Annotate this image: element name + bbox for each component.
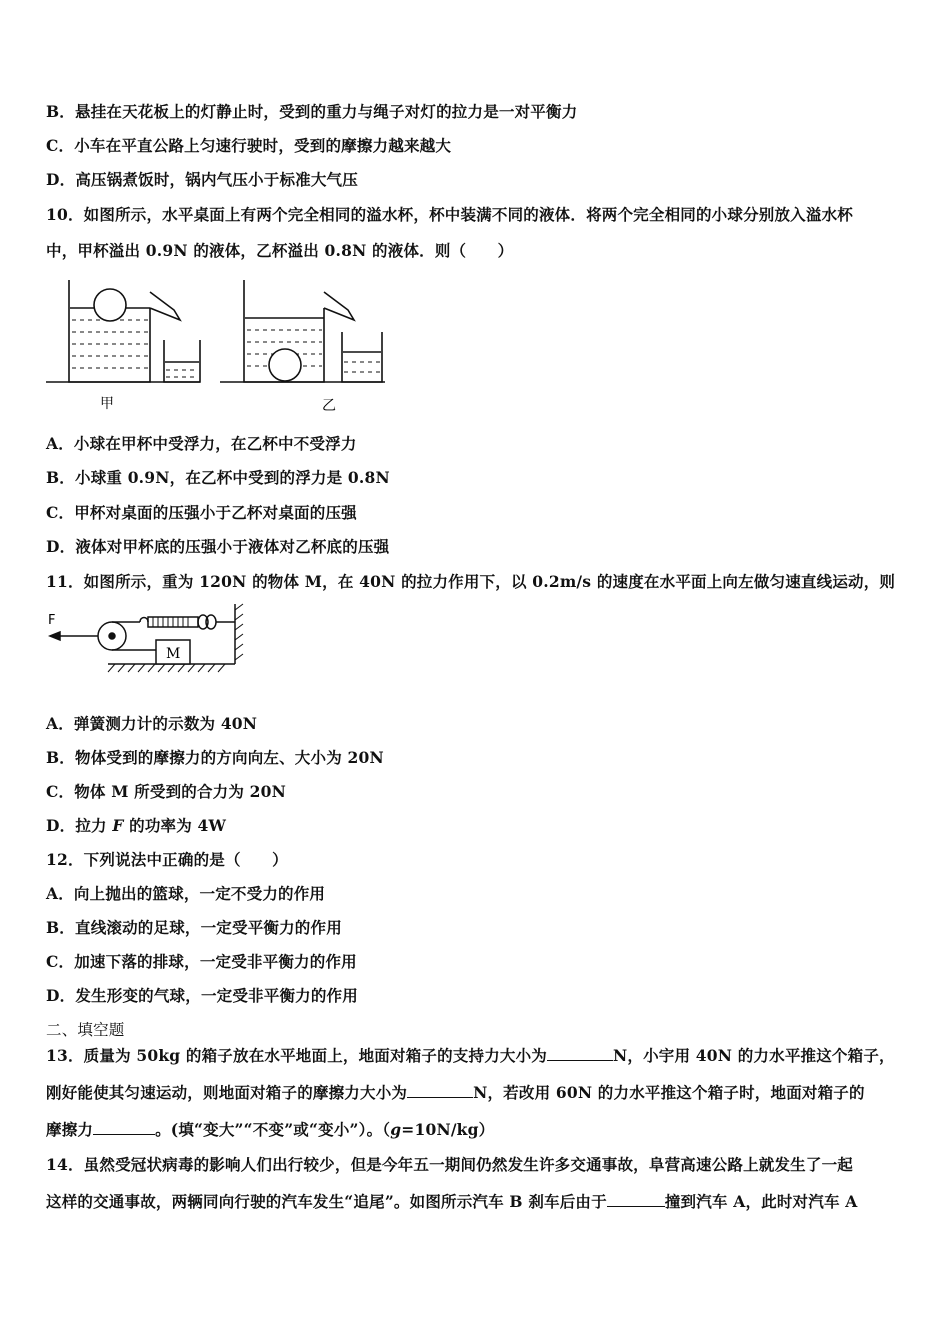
q13-line1-a: 13．质量为 50kg 的箱子放在水平地面上，地面对箱子的支持力大小为 [46, 1046, 548, 1065]
block-label: M [166, 646, 181, 662]
q13-blank-1[interactable] [547, 1046, 613, 1061]
q11-option-d-suffix: 的功率为 4W [123, 816, 227, 835]
q14-blank-1[interactable] [607, 1192, 665, 1207]
q11-stem: 11．如图所示，重为 120N 的物体 M，在 40N 的拉力作用下，以 0.2m/s 的速度在水平面上向左做匀速直线运动，则 [46, 572, 896, 591]
q13-line1-b: N，小宇用 40N 的力水平推这个箱子， [613, 1046, 895, 1065]
figure-label-yi: 乙 [322, 398, 336, 414]
q12-stem: 12．下列说法中正确的是（ ） [46, 850, 288, 869]
q9-option-b: B．悬挂在天花板上的灯静止时，受到的重力与绳子对灯的拉力是一对平衡力 [46, 102, 578, 121]
q10-stem-line1: 10．如图所示，水平桌面上有两个完全相同的溢水杯，杯中装满不同的液体．将两个完全相同的小球分别放入溢水杯 [46, 205, 853, 224]
q13-blank-2[interactable] [407, 1083, 473, 1098]
q13-line3-c: =10N/kg） [401, 1120, 495, 1139]
cup-yi [220, 280, 385, 382]
q10-stem-line2: 中，甲杯溢出 0.9N 的液体，乙杯溢出 0.8N 的液体．则（ ） [46, 241, 514, 260]
q11-option-b: B．物体受到的摩擦力的方向向左、大小为 20N [46, 748, 384, 767]
q11-option-c: C．物体 M 所受到的合力为 20N [46, 782, 287, 801]
figure-label-jia: 甲 [100, 396, 114, 412]
q13-line3 [46, 1120, 494, 1140]
q12-option-d: D．发生形变的气球，一定受非平衡力的作用 [46, 986, 358, 1005]
q14-line1: 14．虽然受冠状病毒的影响人们出行较少，但是今年五一期间仍然发生许多交通事故，阜营高速公路上就发生了一起 [46, 1155, 853, 1174]
cup-jia [46, 280, 200, 382]
q13-blank-3[interactable] [93, 1120, 155, 1135]
q13-g-symbol: g [390, 1120, 402, 1139]
q13-line2-b: N，若改用 60N 的力水平推这个箱子时，地面对箱子的 [473, 1083, 865, 1102]
q10-option-d: D．液体对甲杯底的压强小于液体对乙杯底的压强 [46, 537, 390, 556]
q9-option-c: C．小车在平直公路上匀速行驶时，受到的摩擦力越来越大 [46, 136, 452, 155]
q14-line2-b: 撞到汽车 A，此时对汽车 A [664, 1192, 858, 1211]
overflow-cups-figure [40, 272, 400, 417]
q14-line2 [46, 1192, 857, 1212]
q11-option-d [46, 816, 226, 836]
q12-option-c: C．加速下落的排球，一定受非平衡力的作用 [46, 952, 357, 971]
q13-line3-b: 。(填“变大”“不变”或“变小”）。（ [155, 1120, 391, 1139]
q13-line1 [46, 1046, 895, 1066]
force-label: F [48, 613, 56, 628]
pulley-figure [40, 600, 250, 680]
q10-option-b: B．小球重 0.9N，在乙杯中受到的浮力是 0.8N [46, 468, 390, 487]
q10-option-a: A．小球在甲杯中受浮力，在乙杯中不受浮力 [46, 434, 357, 453]
section-heading: 二、填空题 [46, 1021, 125, 1039]
q12-option-b: B．直线滚动的足球，一定受平衡力的作用 [46, 918, 342, 937]
q12-option-a: A．向上抛出的篮球，一定不受力的作用 [46, 884, 326, 903]
q13-line2 [46, 1083, 865, 1103]
q13-line3-a: 摩擦力 [46, 1120, 94, 1139]
q10-option-c: C．甲杯对桌面的压强小于乙杯对桌面的压强 [46, 503, 357, 522]
q14-line2-a: 这样的交通事故，两辆同向行驶的汽车发生“追尾”。如图所示汽车 B 刹车后由于 [46, 1192, 607, 1211]
q9-option-d: D．高压锅煮饭时，锅内气压小于标准大气压 [46, 170, 358, 189]
q11-option-d-prefix: D．拉力 [46, 816, 113, 835]
q13-line2-a: 刚好能使其匀速运动，则地面对箱子的摩擦力大小为 [46, 1083, 408, 1102]
q11-option-a: A．弹簧测力计的示数为 40N [46, 714, 258, 733]
q11-option-d-var: F [112, 816, 124, 835]
